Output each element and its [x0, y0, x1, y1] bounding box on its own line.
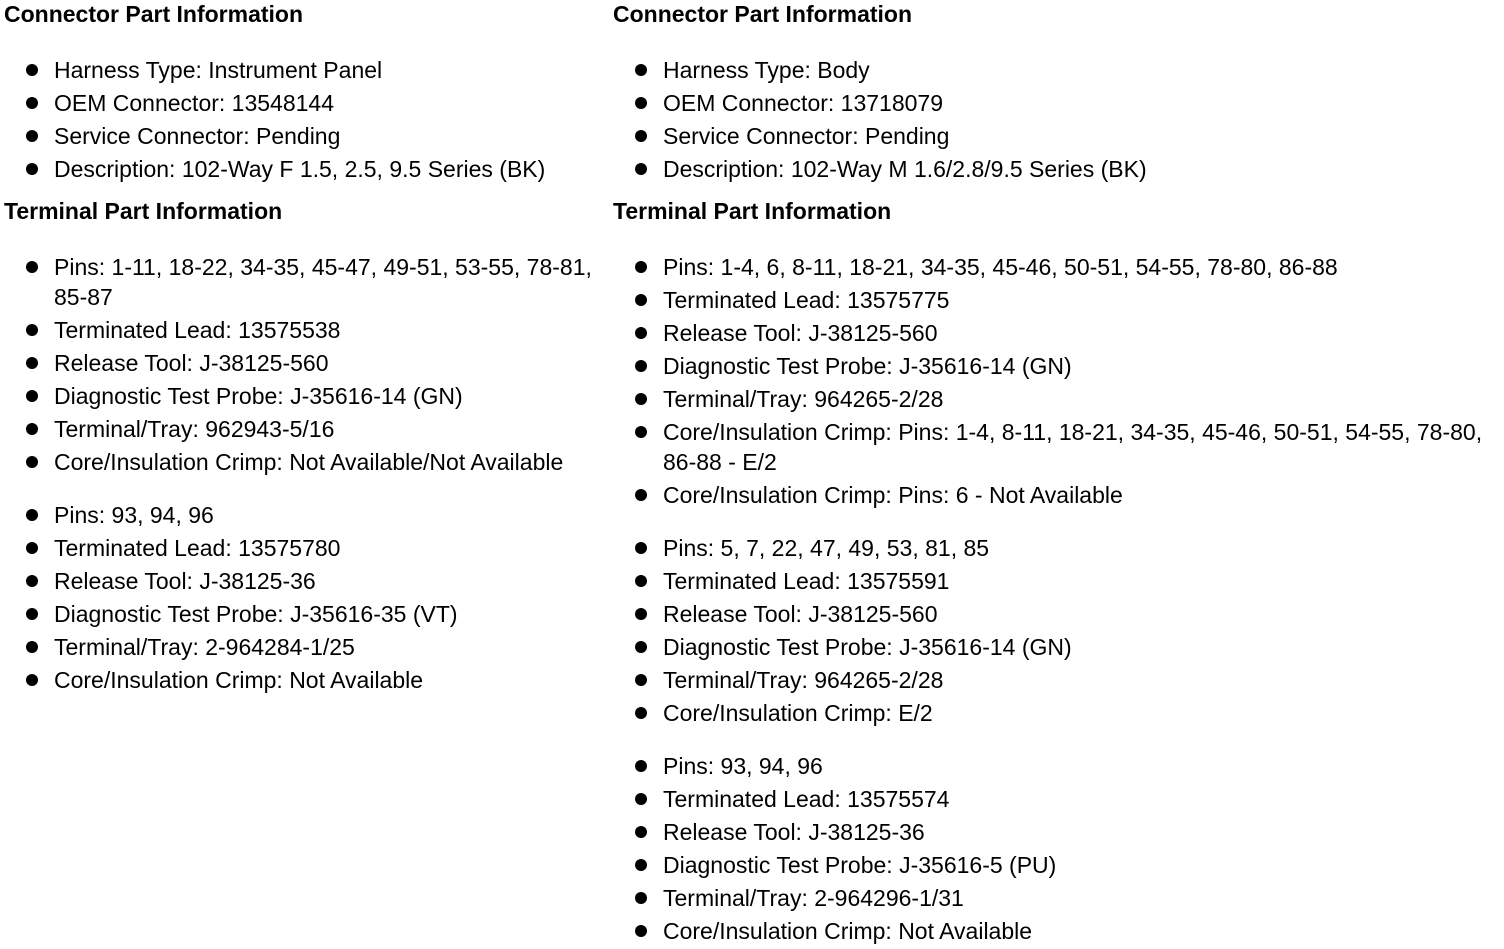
list-item: Core/Insulation Crimp: Pins: 1-4, 8-11, 18-21, 34-35, 45-46, 50-51, 54-55, 78-80, 86-88 - E/2	[613, 417, 1498, 477]
bullet-icon	[26, 324, 38, 336]
bullet-icon	[26, 163, 38, 175]
bullet-icon	[26, 608, 38, 620]
bullet-icon	[635, 393, 647, 405]
right-column	[613, 0, 1498, 949]
list-item: OEM Connector: 13548144	[4, 88, 604, 118]
bullet-icon	[635, 674, 647, 686]
list-item: Description: 102-Way M 1.6/2.8/9.5 Series (BK)	[613, 154, 1498, 184]
bullet-icon	[26, 542, 38, 554]
bullet-icon	[635, 707, 647, 719]
list-item: Terminated Lead: 13575591	[613, 566, 1498, 596]
list-item: Release Tool: J-38125-36	[613, 817, 1498, 847]
bullet-icon	[635, 294, 647, 306]
bullet-icon	[635, 760, 647, 772]
bullet-icon	[635, 641, 647, 653]
terminal-group-list	[4, 252, 604, 477]
bullet-icon	[26, 64, 38, 76]
list-item: Diagnostic Test Probe: J-35616-5 (PU)	[613, 850, 1498, 880]
list-item: Core/Insulation Crimp: Pins: 6 - Not Available	[613, 480, 1498, 510]
bullet-icon	[635, 163, 647, 175]
list-item: Diagnostic Test Probe: J-35616-14 (GN)	[4, 381, 604, 411]
terminal-group-list	[613, 252, 1498, 510]
list-item: Core/Insulation Crimp: E/2	[613, 698, 1498, 728]
bullet-icon	[26, 575, 38, 587]
bullet-icon	[635, 261, 647, 273]
list-item: Pins: 5, 7, 22, 47, 49, 53, 81, 85	[613, 533, 1498, 563]
list-item: Pins: 1-11, 18-22, 34-35, 45-47, 49-51, 53-55, 78-81, 85-87	[4, 252, 604, 312]
bullet-icon	[635, 826, 647, 838]
connector-part-heading: Connector Part Information	[613, 1, 913, 27]
bullet-icon	[635, 575, 647, 587]
list-item: Diagnostic Test Probe: J-35616-14 (GN)	[613, 632, 1498, 662]
list-item: Core/Insulation Crimp: Not Available	[4, 665, 604, 695]
terminal-part-heading: Terminal Part Information	[4, 198, 283, 224]
bullet-icon	[26, 357, 38, 369]
bullet-icon	[26, 261, 38, 273]
bullet-icon	[635, 793, 647, 805]
bullet-icon	[635, 608, 647, 620]
list-item: Core/Insulation Crimp: Not Available/Not Available	[4, 447, 604, 477]
bullet-icon	[26, 641, 38, 653]
list-item: Terminal/Tray: 2-964284-1/25	[4, 632, 604, 662]
list-item: Release Tool: J-38125-560	[4, 348, 604, 378]
list-item: Diagnostic Test Probe: J-35616-35 (VT)	[4, 599, 604, 629]
list-item: Pins: 93, 94, 96	[4, 500, 604, 530]
list-item: Terminal/Tray: 964265-2/28	[613, 665, 1498, 695]
bullet-icon	[26, 456, 38, 468]
connector-info-list	[613, 55, 1498, 184]
list-item: Release Tool: J-38125-560	[613, 318, 1498, 348]
group-spacer	[613, 731, 1498, 751]
bullet-icon	[635, 64, 647, 76]
bullet-icon	[635, 426, 647, 438]
list-item: Pins: 1-4, 6, 8-11, 18-21, 34-35, 45-46, 50-51, 54-55, 78-80, 86-88	[613, 252, 1498, 282]
list-item: Terminal/Tray: 2-964296-1/31	[613, 883, 1498, 913]
terminal-part-heading: Terminal Part Information	[613, 198, 892, 224]
group-spacer	[613, 513, 1498, 533]
left-column	[4, 0, 604, 698]
list-item: Diagnostic Test Probe: J-35616-14 (GN)	[613, 351, 1498, 381]
connector-info-list	[4, 55, 604, 184]
bullet-icon	[26, 509, 38, 521]
list-item: Terminated Lead: 13575775	[613, 285, 1498, 315]
list-item: Terminated Lead: 13575538	[4, 315, 604, 345]
list-item: Service Connector: Pending	[4, 121, 604, 151]
list-item: OEM Connector: 13718079	[613, 88, 1498, 118]
list-item: Terminated Lead: 13575574	[613, 784, 1498, 814]
list-item: Terminal/Tray: 964265-2/28	[613, 384, 1498, 414]
group-spacer	[4, 480, 604, 500]
list-item: Harness Type: Instrument Panel	[4, 55, 604, 85]
bullet-icon	[26, 130, 38, 142]
terminal-group-list	[613, 751, 1498, 946]
bullet-icon	[635, 360, 647, 372]
list-item: Core/Insulation Crimp: Not Available	[613, 916, 1498, 946]
terminal-group-list	[613, 533, 1498, 728]
connector-part-heading: Connector Part Information	[4, 1, 304, 27]
bullet-icon	[26, 97, 38, 109]
bullet-icon	[26, 423, 38, 435]
bullet-icon	[635, 130, 647, 142]
bullet-icon	[635, 859, 647, 871]
bullet-icon	[635, 327, 647, 339]
list-item: Release Tool: J-38125-560	[613, 599, 1498, 629]
bullet-icon	[635, 892, 647, 904]
list-item: Pins: 93, 94, 96	[613, 751, 1498, 781]
list-item: Description: 102-Way F 1.5, 2.5, 9.5 Series (BK)	[4, 154, 604, 184]
list-item: Harness Type: Body	[613, 55, 1498, 85]
bullet-icon	[635, 925, 647, 937]
list-item: Terminated Lead: 13575780	[4, 533, 604, 563]
bullet-icon	[26, 674, 38, 686]
bullet-icon	[635, 97, 647, 109]
list-item: Release Tool: J-38125-36	[4, 566, 604, 596]
bullet-icon	[635, 489, 647, 501]
list-item: Terminal/Tray: 962943-5/16	[4, 414, 604, 444]
bullet-icon	[635, 542, 647, 554]
list-item: Service Connector: Pending	[613, 121, 1498, 151]
terminal-group-list	[4, 500, 604, 695]
bullet-icon	[26, 390, 38, 402]
